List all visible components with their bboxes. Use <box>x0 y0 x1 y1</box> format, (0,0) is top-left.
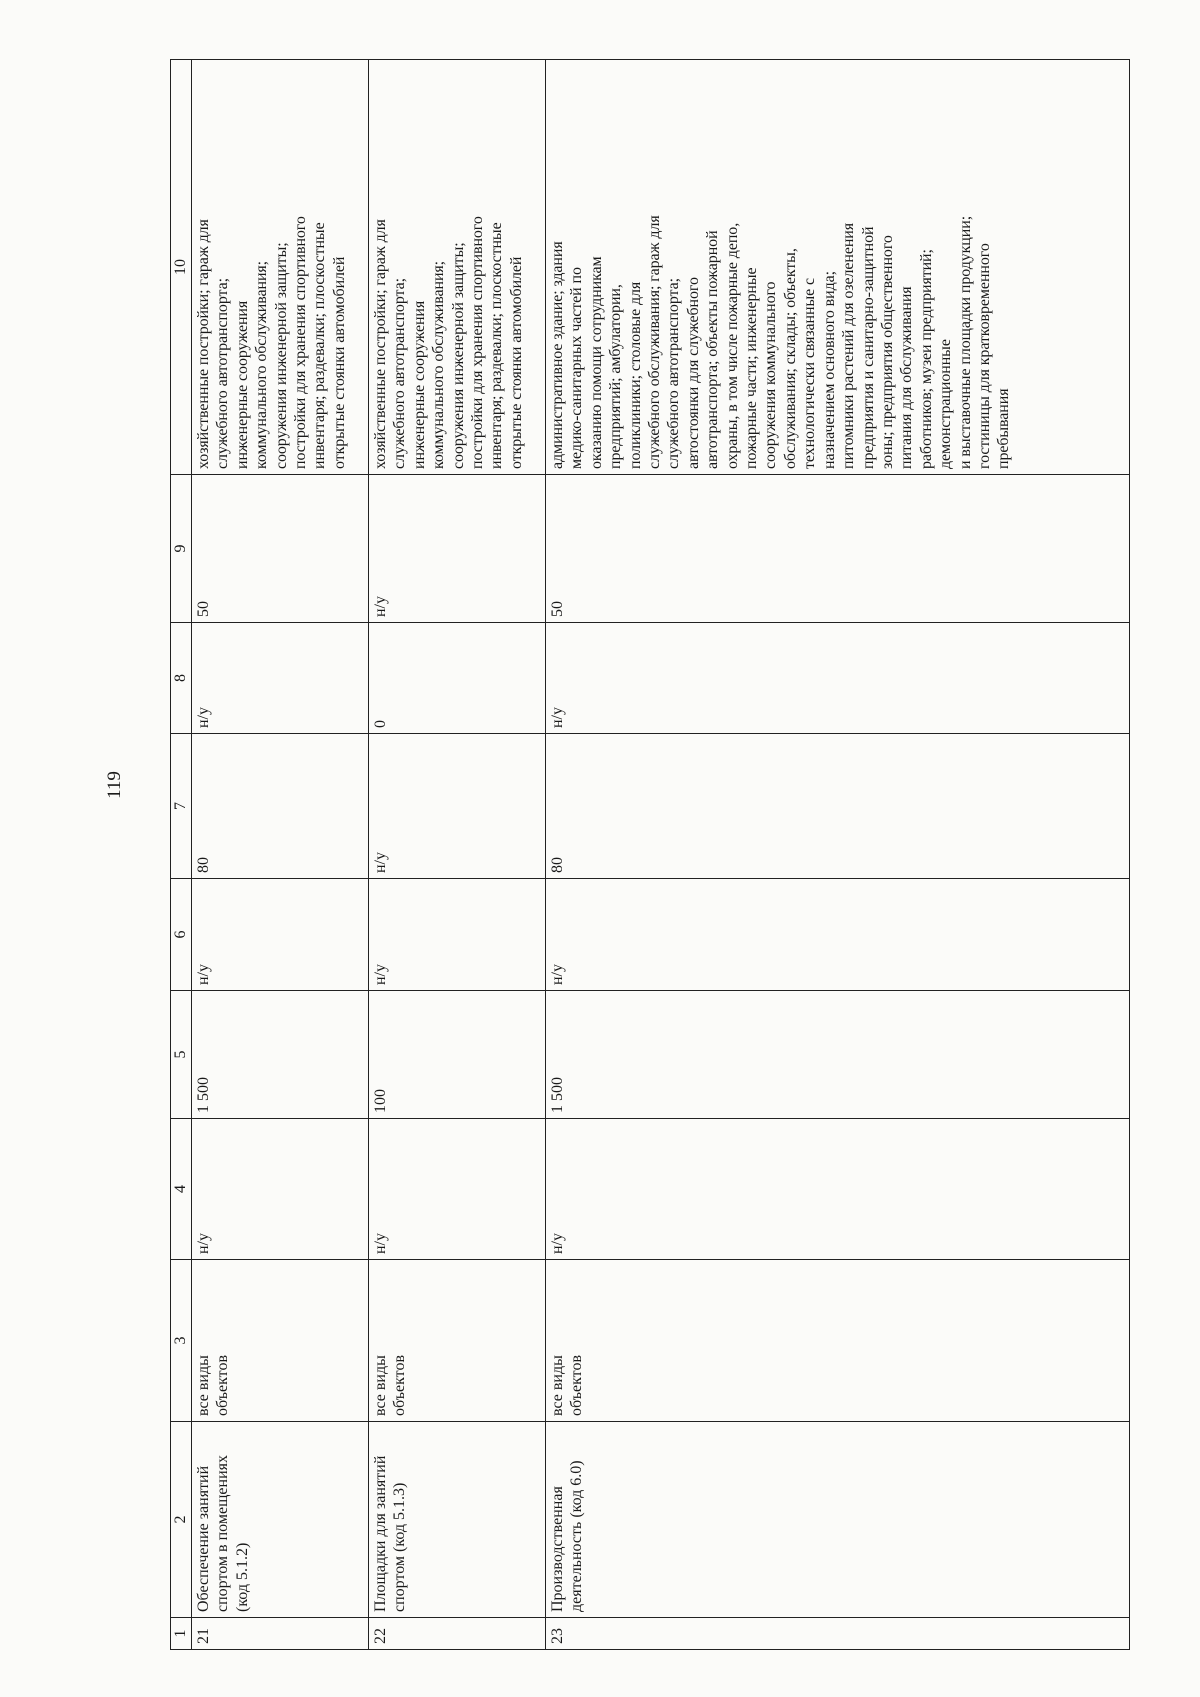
column-header-3: 3 <box>171 1260 192 1422</box>
value-col-6: н/у <box>192 879 369 991</box>
table-row <box>546 60 1130 1650</box>
value-col-4: н/у <box>192 1119 369 1260</box>
value-col-9: 50 <box>546 475 1130 623</box>
value-col-7: 80 <box>546 734 1130 879</box>
column-header-7: 7 <box>171 734 192 879</box>
value-col-6: н/у <box>546 879 1130 991</box>
row-number: 21 <box>192 1618 369 1650</box>
column-header-9: 9 <box>171 475 192 623</box>
value-col-7: 80 <box>192 734 369 879</box>
value-col-4: н/у <box>369 1119 546 1260</box>
object-types: все виды объектов <box>192 1260 369 1422</box>
page-number: 119 <box>104 771 125 799</box>
table-row <box>369 60 546 1650</box>
column-header-6: 6 <box>171 879 192 991</box>
value-col-7: н/у <box>369 734 546 879</box>
land-use-name: Производственная деятельность (код 6.0) <box>546 1422 1130 1618</box>
value-col-4: н/у <box>546 1119 1130 1260</box>
value-col-8: н/у <box>192 623 369 734</box>
column-header-8: 8 <box>171 623 192 734</box>
object-types: все виды объектов <box>546 1260 1130 1422</box>
land-use-name: Площадки для занятий спортом (код 5.1.3) <box>369 1422 546 1618</box>
value-col-9: н/у <box>369 475 546 623</box>
row-number: 22 <box>369 1618 546 1650</box>
rotated-table-wrapper <box>170 60 1130 1650</box>
column-header-10: 10 <box>171 60 192 475</box>
column-header-4: 4 <box>171 1119 192 1260</box>
value-col-9: 50 <box>192 475 369 623</box>
table-row <box>192 60 369 1650</box>
zoning-regulations-table <box>170 59 1130 1650</box>
auxiliary-uses: хозяйственные постройки; гараж для служебного автотранспорта; инженерные сооружения коммунального обслуживания; сооружения инженерной защиты; постройки для хранения спортивного инвентаря; раздевалки; плоскостные открытые стоянки автомобилей <box>369 60 546 475</box>
column-header-2: 2 <box>171 1422 192 1618</box>
auxiliary-uses: хозяйственные постройки; гараж для служебного автотранспорта; инженерные сооружения коммунального обслуживания; сооружения инженерной защиты; постройки для хранения спортивного инвентаря; раздевалки; плоскостные открытые стоянки автомобилей <box>192 60 369 475</box>
header-row <box>171 60 192 1650</box>
land-use-name: Обеспечение занятий спортом в помещениях (код 5.1.2) <box>192 1422 369 1618</box>
value-col-8: н/у <box>546 623 1130 734</box>
value-col-6: н/у <box>369 879 546 991</box>
value-col-8: 0 <box>369 623 546 734</box>
value-col-5: 1 500 <box>546 991 1130 1119</box>
value-col-5: 1 500 <box>192 991 369 1119</box>
auxiliary-uses: административное здание; здания медико-санитарных частей по оказанию помощи сотрудникам предприятий; амбулатории, поликлиники; столовые для служебного обслуживания; гараж для служебного автотранспорта; автостоянки для служебного автотранспорта; объекты пожарной охраны, в том числе пожарные депо, пожарные части; инженерные сооружения коммунального обслуживания; склады; объекты, технологически связанные с назначением основного вида; питомники растений для озеленения предприятия и санитарно-защитной зоны; предприятия общественного питания для обслуживания работников; музеи предприятий; демонстрационные и выставочные площадки продукции; гостиницы для кратковременного пребывания <box>546 60 1130 475</box>
object-types: все виды объектов <box>369 1260 546 1422</box>
value-col-5: 100 <box>369 991 546 1119</box>
column-header-1: 1 <box>171 1618 192 1650</box>
column-header-5: 5 <box>171 991 192 1119</box>
row-number: 23 <box>546 1618 1130 1650</box>
